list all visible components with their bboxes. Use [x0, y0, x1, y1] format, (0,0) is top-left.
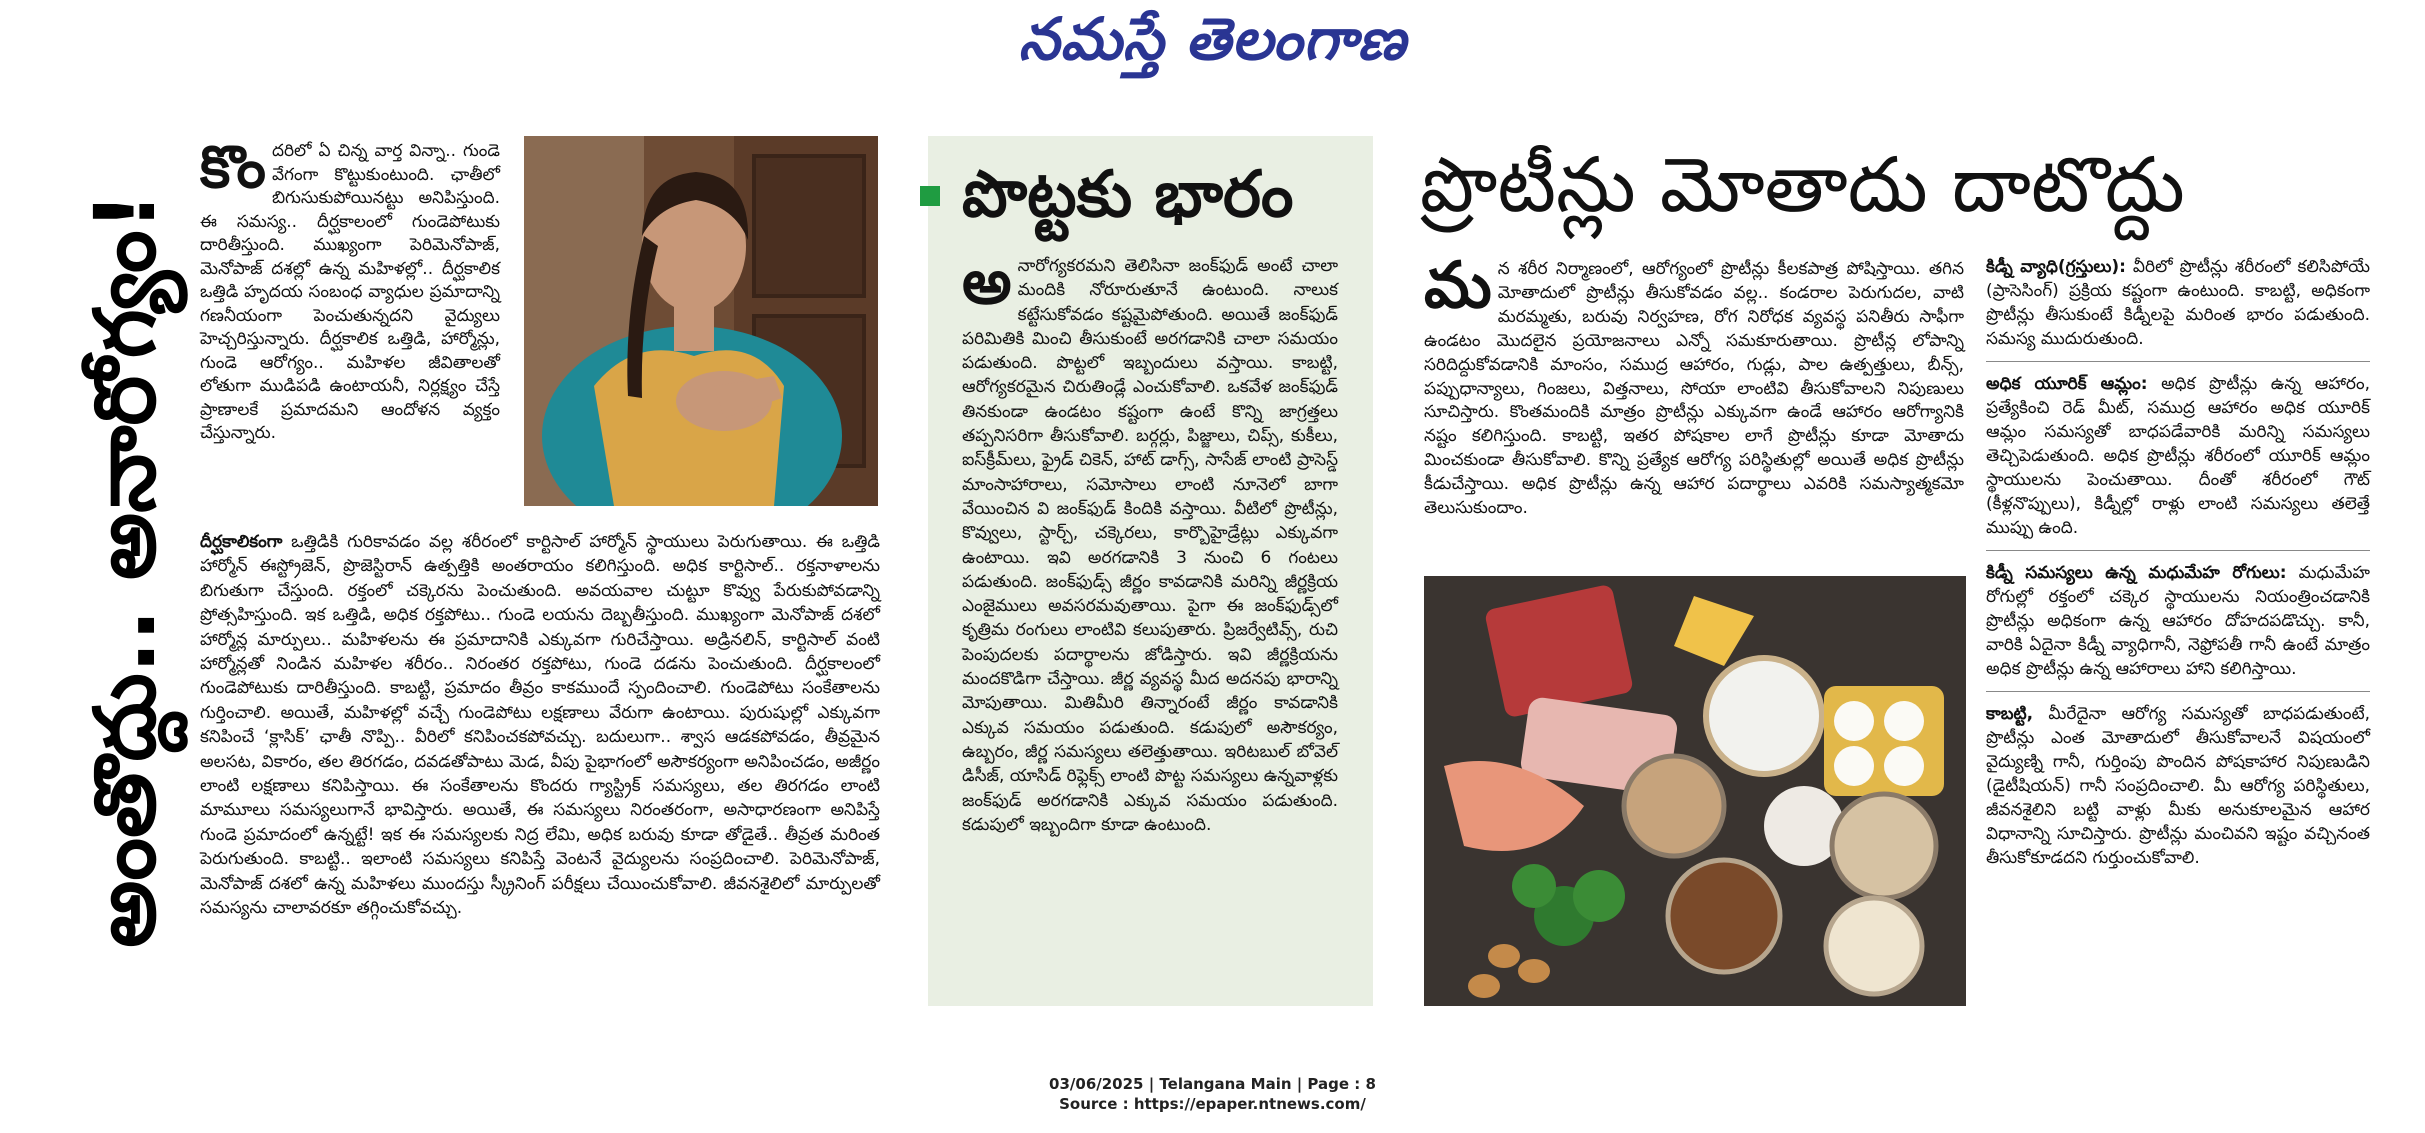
article1-headline — [70, 130, 180, 1010]
article2-body-text: నారోగ్యకరమని తెలిసినా జంక్‌ఫుడ్ అంటే చాలా మందికి నోరూరుతూనే ఉంటుంది. నాలుక కట్టేసుకోవడం కష్టమైపోతుంది. అయితే జంక్‌ఫుడ్ పరిమితికి మించి తీసుకుంటే అరగడానికి చాలా సమయం పడుతుంది. పొట్టలో ఇబ్బందులు వస్తాయి. కాబట్టి, ఆరోగ్యకరమైన చిరుతిండ్లే ఎంచుకోవాలి. ఒకవేళ జంక్‌ఫుడ్ తినకుండా ఉండటం కష్టంగా ఉంటే కొన్ని జాగ్రత్తలు తప్పనిసరిగా తీసుకోవాలి. బర్గర్లు, పిజ్జాలు, చిప్స్, కుకీలు, ఐస్‌క్రీమ్‌లు, ఫ్రైడ్ చికెన్, హాట్ డాగ్స్, సాసేజ్ లాంటి ప్రాసెస్డ్ మాంసాహారాలు, సమోసాలు లాంటి నూనెలో బాగా వేయించిన వి జంక్‌ఫుడ్ కిందికి వస్తాయి. వీటిలో ప్రొటీన్లు, కొవ్వులు, స్టార్చ్, చక్కెరలు, కార్బొహైడ్రేట్లు ఎక్కువగా ఉంటాయి. ఇవి అరగడానికి 3 నుంచి 6 గంటలు పడుతుంది. జంక్‌ఫుడ్స్ జీర్ణం కావడానికి మరిన్ని జీర్ణక్రియ ఎంజైములు అవసరమవుతాయి. పైగా ఈ జంక్‌ఫుడ్స్‌లో కృత్రిమ రంగులు లాంటివి కలుపుతారు. ప్రిజర్వేటివ్స్, రుచి పెంపుదలకు పదార్థాలను జోడిస్తారు. ఇవి జీర్ణక్రియను మందకొడిగా చేస్తాయి. జీర్ణ వ్యవస్థ మీద అదనపు భారాన్ని మోపుతాయి. మితిమీరి తిన్నారంటే జీర్ణం కావడానికి ఎక్కువ సమయం పడుతుంది. కడుపులో అసౌకర్యం, ఉబ్బరం, జీర్ణ సమస్యలు తలెత్తుతాయి. ఇరిటబుల్ బోవెల్ డిసీజ్, యాసిడ్ రిఫ్లెక్స్ లాంటి పొట్ట సమస్యలు ఉన్నవాళ్లకు జంక్‌ఫుడ్ అరగడానికి ఎక్కువ సమయం పడుతుంది. కడుపులో ఇబ్బందిగా కూడా ఉంటుంది. — [962, 256, 1338, 835]
article2-headline: పొట్టకు భారం — [962, 158, 1294, 232]
article2-dropcap: అ — [962, 245, 1012, 318]
page-footer — [0, 1074, 2425, 1114]
article1-lead-text: దరిలో ఏ చిన్న వార్త విన్నా.. గుండె వేగంగా కొట్టుకుంటుంది. ఛాతీలో బిగుసుకుపోయినట్టు అనిపిస్తుంది. ఈ సమస్య.. దీర్ఘకాలంలో గుండెపోటుకు దారితీస్తుంది. ముఖ్యంగా పెరిమెనోపాజ్, మెనోపాజ్ దశల్లో ఉన్న మహిళల్లో.. దీర్ఘకాలిక ఒత్తిడి హృదయ సంబంధ వ్యాధుల ప్రమాదాన్ని గణనీయంగా పెంచుతున్నదని వైద్యులు హెచ్చరిస్తున్నారు. దీర్ఘకాలిక ఒత్తిడి, హార్మోన్లు, గుండె ఆరోగ్యం.. మహిళల జీవితాలతో లోతుగా ముడిపడి ఉంటాయనీ, నిర్లక్ష్యం చేస్తే ప్రాణాలకే ప్రమాదమని ఆందోళన వ్యక్తం చేస్తున్నారు. — [200, 141, 500, 443]
article1-dropcap: కొం — [200, 133, 266, 201]
article1-headline-text: అంతొద్దు.. అనారోగ్యం! — [76, 192, 174, 948]
article3-lead-text: న శరీర నిర్మాణంలో, ఆరోగ్యంలో ప్రొటీన్లు కీలకపాత్ర పోషిస్తాయి. తగిన మోతాదులో ప్రొటీన్లు తీసుకోవడం వల్ల.. కండరాల పెరుగుదల, వాటి మరమ్మతు, బరువు నిర్వహణ, రోగ నిరోధక వ్యవస్థ పనితీరు సాఫీగా ఉండటం మొదలైన ప్రయోజనాలు ఎన్నో సమకూరుతాయి. ప్రొటీన్ల లోపాన్ని సరిదిద్దుకోవడానికి మాంసం, సముద్ర ఆహారం, గుడ్లు, పాల ఉత్పత్తులు, బీన్స్, పప్పుధాన్యాలు, గింజలు, విత్తనాలు, సోయా లాంటివి తీసుకోవాలని నిపుణులు సూచిస్తారు. కొంతమందికి మాత్రం ప్రొటీన్లు ఎక్కువగా ఉండే ఆహారం ఆరోగ్యానికి నష్టం కలిగిస్తుంది. కాబట్టి, ఇతర పోషకాల లాగే ప్రొటీన్లు కూడా మోతాదు మించకుండా తీసుకోవాలి. కొన్ని ప్రత్యేక ఆరోగ్య పరిస్థితుల్లో అయితే అధిక ప్రొటీన్లు కీడుచేస్తాయి. అధిక ప్రొటీన్లు ఉన్న ఆహార పదార్థాలు ఎవరికి సమస్యాత్మకమో తెలుసుకుందాం. — [1424, 259, 1964, 519]
article3-section-diabetes — [1986, 561, 2370, 692]
section-heading: కాబట్టి, — [1986, 704, 2034, 724]
section-text: మధుమేహ రోగుల్లో రక్తంలో చక్కెర స్థాయులను నియంత్రించడానికి ప్రొటీన్లు అధికంగా ఉన్న ఆహారం దోహదపడొచ్చు. కానీ, వారికి ఏదైనా కిడ్నీ వ్యాధిగానీ, నెఫ్రోపతీ గానీ ఉంటే మాత్రం అధిక ప్రొటీన్లు ఉన్న ఆహారాలు హాని కలిగిస్తాయి. — [1986, 563, 2370, 679]
masthead — [0, 0, 2425, 80]
section-heading: కిడ్నీ సమస్యలు ఉన్న మధుమేహ రోగులు: — [1986, 563, 2287, 583]
article1-body-text: ఒత్తిడికి గురికావడం వల్ల శరీరంలో కార్టిసాల్ హార్మోన్ స్థాయులు పెరుగుతాయి. ఈ ఒత్తిడి హార్మోన్ ఈస్ట్రోజెన్, ప్రొజెస్టిరాన్ ఉత్పత్తికి అంతరాయం కలిగిస్తుంది. అధిక కార్టిసాల్.. రక్తనాళాలను బిగుతుగా చేస్తుంది. రక్తంలో చక్కెరను పెంచుతుంది. అవయవాల చుట్టూ కొవ్వు పేరుకుపోవడాన్ని ప్రోత్సహిస్తుంది. ఇక ఒత్తిడి, అధిక రక్తపోటు.. గుండె లయను దెబ్బతీస్తుంది. ముఖ్యంగా మెనోపాజ్ దశలో హార్మోన్ల మార్పులు.. మహిళలను ఈ ప్రమాదానికి ఎక్కువగా గురిచేస్తాయి. అడ్రినలిన్, కార్టిసాల్ వంటి హార్మోన్లతో నిండిన మహిళల శరీరం.. నిరంతర రక్తపోటు, గుండె దడను పెంచుతుంది. దీర్ఘకాలంలో గుండెపోటుకు దారితీస్తుంది. కాబట్టి, ప్రమాదం తీవ్రం కాకముందే స్పందించాలి. గుండెపోటు సంకేతాలను గుర్తించాలి. అయితే, మహిళల్లో వచ్చే గుండెపోటు లక్షణాలు వేరుగా ఉంటాయి. పురుషుల్లో ఎక్కువగా కనిపించే ‘క్లాసిక్’ ఛాతీ నొప్పి.. వీరిలో కనిపించకపోవచ్చు. బదులుగా.. శ్వాస ఆడకపోవడం, తీవ్రమైన అలసట, వికారం, తల తిరగడం, దవడతోపాటు మెడ, వీపు పైభాగంలో అసౌకర్యంగా అనిపించడం, అజీర్ణం లాంటి లక్షణాలు కనిపిస్తాయి. ఈ సంకేతాలను కొందరు గ్యాస్ట్రిక్ సమస్యలు, తల తిరగడం లాంటి మామూలు సమస్యలుగానే భావిస్తారు. అయితే, ఈ సమస్యలు నిరంతరంగా, అసాధారణంగా అనిపిస్తే గుండె ప్రమాదంలో ఉన్నట్టే! ఇక ఈ సమస్యలకు నిద్ర లేమి, అధిక బరువు కూడా తోడైతే.. తీవ్రత మరింత పెరుగుతుంది. కాబట్టి.. ఇలాంటి సమస్యలు కనిపిస్తే వెంటనే వైద్యులను సంప్రదించాలి. పెరిమెనోపాజ్, మెనోపాజ్ దశలో ఉన్న మహిళలు ముందస్తు స్క్రీనింగ్ పరీక్షలు చేయించుకోవాలి. జీవనశైలిలో మార్పులతో సమస్యను చాలావరకూ తగ్గించుకోవచ్చు. — [200, 532, 880, 919]
article3-section-conclusion — [1986, 702, 2370, 880]
green-square-marker — [920, 186, 940, 206]
article3-section-uric-acid — [1986, 372, 2370, 551]
article3-dropcap: మ — [1424, 249, 1492, 323]
section-text: వీరిలో ప్రొటీన్లు శరీరంలో కలిసిపోయే (ప్రాసెసింగ్) ప్రక్రియ కష్టంగా ఉంటుంది. కాబట్టి, అధికంగా ప్రొటీన్లు తీసుకుంటే కిడ్నీలపై మరింత భారం పడుతుంది. సమస్య ముదురుతుంది. — [1986, 257, 2370, 349]
article2-body — [962, 245, 1338, 837]
article1-body — [200, 530, 880, 921]
article3-headline: ప్రొటీన్లు మోతాదు దాటొద్దు — [1420, 140, 2185, 229]
woman-chest-pain-photo — [524, 136, 878, 506]
article1-body-bold: దీర్ఘకాలికంగా — [200, 532, 283, 552]
section-text: అధిక ప్రొటీన్లు ఉన్న ఆహారం, ప్రత్యేకించి రెడ్ మీట్, సముద్ర ఆహారం అధిక యూరిక్ ఆమ్లం సమస్యతో బాధపడేవారికి మరిన్ని సమస్యలు తెచ్చిపెడుతుంది. అధిక ప్రొటీన్లు శరీరంలో యూరిక్ ఆమ్లం స్థాయులను పెంచుతాయి. దీంతో శరీరంలో గౌట్ (కీళ్లనొప్పులు), కిడ్నీల్లో రాళ్లు లాంటి సమస్యలు తలెత్తే ముప్పు ఉంది. — [1986, 374, 2370, 538]
article3-lead — [1424, 249, 1964, 521]
article3-section-kidney — [1986, 255, 2370, 362]
section-text: మీరేదైనా ఆరోగ్య సమస్యతో బాధపడుతుంటే, ప్రొటీన్లు ఎంత మోతాదులో తీసుకోవాలనే విషయంలో వైద్యుణ్ని గానీ, గుర్తింపు పొందిన పోషకాహార నిపుణుడిని (డైటీషియన్) గానీ సంప్రదించాలి. మీ ఆరోగ్య పరిస్థితులు, జీవనశైలిని బట్టి వాళ్లు మీకు అనుకూలమైన ఆహార విధానాన్ని సూచిస్తారు. ప్రొటీన్లు మంచివని ఇష్టం వచ్చినంత తీసుకోకూడదని గుర్తుంచుకోవాలి. — [1986, 704, 2370, 868]
section-heading: అధిక యూరిక్ ఆమ్లం: — [1986, 374, 2148, 394]
newspaper-logo: నమస్తే తెలంగాణ — [1018, 5, 1407, 73]
footer-source-link[interactable]: Source : https://epaper.ntnews.com/ — [1059, 1095, 1366, 1113]
article3-sidebar — [1986, 255, 2370, 890]
protein-foods-photo — [1424, 576, 1966, 1006]
article1-lead — [200, 133, 500, 446]
footer-date-edition: 03/06/2025 | Telangana Main | Page : 8 — [1049, 1075, 1376, 1093]
section-heading: కిడ్నీ వ్యాధి(గ్రస్తులు): — [1986, 257, 2126, 277]
